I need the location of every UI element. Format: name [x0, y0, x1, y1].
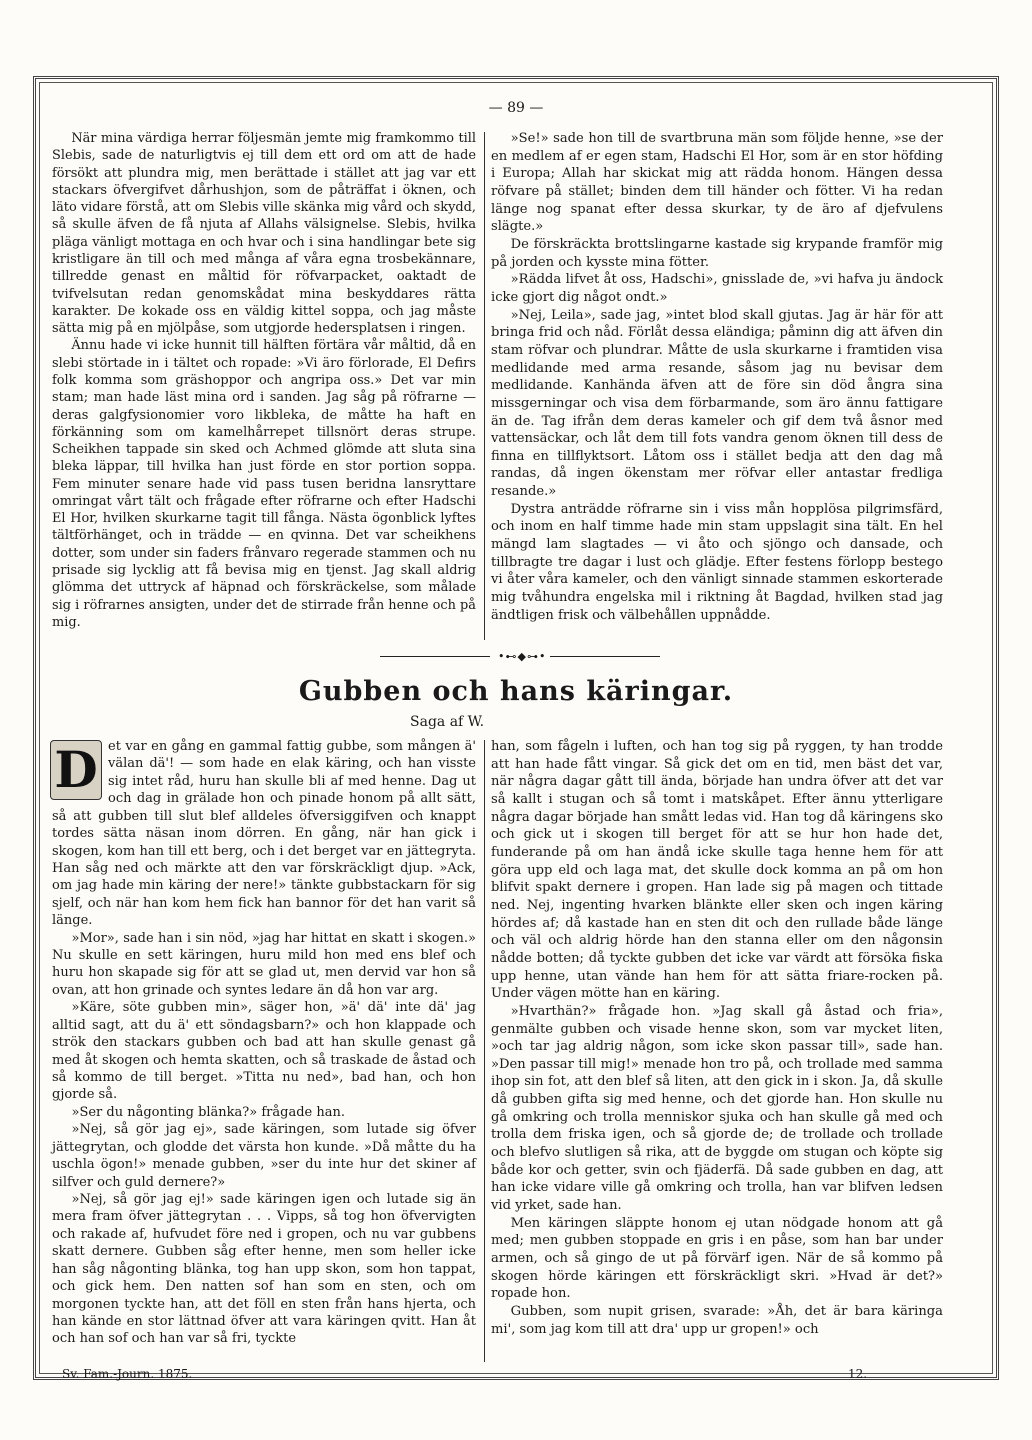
paragraph: »Rädda lifvet åt oss, Hadschi», gnisslade de, »vi hafva ju ändock icke gjort dig något ondt.»	[491, 272, 943, 305]
paragraph: »Hvarthän?» frågade hon. »Jag skall gå åstad och fria», genmälte gubben och visade henne skon, som var mycket liten, »och tar jag aldrig någon, som icke skon passar till», sade han. »Den passar till mig!» menade hon tro på, och trollade med samma ihop sin fot, att den blef så liten, att den gick in i skon. Ja, då skulle då gubben gifta sig med henne, och det gjorde han. Hon skulle nu gå omkring och trolla menniskor sjuka och han skulle gå med och trolla dem friska igen, och så gjorde de; de trollade och trollade och blefvo slutligen så rika, att de byggde om stugan och köpte sig både kor och getter, svin och fjäderfä. Då sade gubben en dag, att han icke vidare ville gå omkring och trolla, han var blifven ledsen vid yrket, sade han.	[491, 1003, 943, 1214]
divider-ornament: •⊷◆⊶•	[498, 650, 547, 663]
footer-signature: 12.	[848, 1367, 868, 1381]
page-number: — 89 —	[488, 100, 544, 116]
divider-line-left	[380, 656, 490, 657]
paragraph: Gubben, som nupit grisen, svarade: »Åh, det är bara käringa mi', som jag kom till att dra' upp ur gropen!» och	[491, 1304, 943, 1337]
paragraph: När mina värdiga herrar följesmän jemte mig framkommo till Slebis, sade de naturligtvis ej till dem ett ord om att de hade försökt att plundra mig, men berättade i stället att jag var ett stackars öfvergifvet dårhushjon, som de påträffat i öknen, och läto vidare förstå, att om Slebis ville skänka mig vård och skydd, så skulle äfven de få njuta af Allahs välsignelse. Slebis, hvilka pläga vänligt mottaga en och hvar och i sina handlingar bete sig kristligare än till och med många af våra egna trosbekännare, tillredde genast en måltid för röfvarpacket, oaktadt de tvifvelsutan redan genomskådat mina beskyddares rätta karakter. De kokade oss en väldig kittel soppa, och jag måste sätta mig på en mjölpåse, som utgjorde hedersplatsen i ringen.	[52, 131, 476, 337]
column-rule	[484, 740, 485, 1362]
article-column-top-right	[491, 130, 943, 624]
paragraph: Ännu hade vi icke hunnit till hälften förtära vår måltid, då en slebi störtade in i tältet och ropade: »Vi äro förlorade, El Defirs folk komma som gräshoppor och angripa oss.» Det var min stam; man hade läst mina ord i sanden. Jag såg på röfrarne — deras galgfysionomier voro likbleka, de måtte ha haft en förkänning som om kamelhårrepet tillsnört deras strupe. Scheikhen tappade sin sked och Achmed glömde att sluta sina bleka läppar, till hvilka han just förde en stor portion soppa. Fem minuter senare hade vid pass tusen beridna lansryttare omringat vårt tält och frågade efter röfrarne och efter Hadschi El Hor, hvilken skurkarne tagit till fånga. Nästa ögonblick lyftes tältförhänget, och in trädde — en qvinna. Det var scheikhens dotter, som under sin faders frånvaro regerade stammen och nu prisade sig lycklig att få bevisa mig en tjenst. Jag skall aldrig glömma det uttryck af häpnad och förskräckelse, som målade sig i röfrarnes ansigten, under det de stirrade från henne och på mig.	[52, 338, 476, 630]
story-byline: Saga af W.	[410, 714, 485, 730]
paragraph: »Nej, så gör jag ej!» sade käringen igen och lutade sig än mera fram öfver jättegrytan . . . Vipps, så tog hon öfvervigten och rakade af, hufvudet före ned i gropen, och nu var gubbens skatt dernere. Gubben såg efter henne, men som heller icke han såg någonting blänka, tog han upp skon, som hon tappat, och gick hem. Den natten sof han som en sten, och om morgonen tyckte han, att det föll en sten från hans hjerta, och han kände en stor lättnad öfver att vara käringen qvitt. Han åt och han sof och han var så fri, tyckte	[52, 1191, 476, 1347]
paragraph: Dystra anträdde röfrarne sin i viss mån hopplösa pilgrimsfärd, och inom en half timme hade min stam uppslagit sina tält. En hel mängd lam slagtades — vi åto och sjöngo och dansade, och tillbragte tre dagar i lust och glädje. Efter festens förlopp bestego vi åter våra kameler, och den vänligt sinnade stammen eskorterade mig tvåhundra engelska mil i riktning åt Bagdad, hvilken stad jag ändtligen frisk och välbehållen uppnådde.	[491, 501, 943, 623]
paragraph: Men käringen släppte honom ej utan nödgade honom att gå med; men gubben stoppade en gris i en påse, som han bar under armen, och så gingo de ut på förvärf igen. När de så kommo på skogen hörde käringen ett förskräckligt skri. »Hvad är det?» ropade hon.	[491, 1215, 943, 1302]
paragraph: »Mor», sade han i sin nöd, »jag har hittat en skatt i skogen.» Nu skulle en sett käringen, huru mild hon med ens blef och huru hon skapade sig för att se glad ut, men dervid var hon så ovan, att hon grinade och syntes ledare än då hon var arg.	[52, 930, 476, 998]
story-column-left	[52, 738, 476, 1348]
paragraph: »Ser du någonting blänka?» frågade han.	[71, 1104, 345, 1120]
paragraph: »Nej, Leila», sade jag, »intet blod skall gjutas. Jag är här för att bringa frid och nåd. Förlåt dessa eländiga; påminn dig att äfven din stam röfvar och plundrar. Måtte de usla skurkarne i framtiden visa medlidande med arma resande, såsom jag nu bevisar dem medlidande. Kanhända äfven att de före sin död ångra sina missgerningar och visa dem förbarmande, som äro ännu fattigare än de. Tag ifrån dem deras kameler och gif dem två åsnor med vattensäckar, och låt dem till fots vandra genom öknen till dess de finna en tillflyktsort. Låtom oss i stället bedja att den dag må randas, då ingen ökenstam mer röfvar eller antastar fredliga resande.»	[491, 307, 943, 500]
column-rule	[484, 132, 485, 640]
decorated-initial	[50, 740, 102, 800]
section-divider	[370, 650, 670, 664]
article-column-top-left	[52, 130, 476, 631]
paragraph: »Nej, så gör jag ej», sade käringen, som lutade sig öfver jättegrytan, och glodde det värsta hon kunde. »Då måtte du ha uschla ögon!» menade gubben, »ser du inte hur det skiner af silfver och guld dernere?»	[52, 1122, 476, 1190]
paragraph: »Se!» sade hon till de svartbruna män som följde henne, »se der en medlem af er egen stam, Hadschi El Hor, som är en stor höfding i Europa; Allah har skickat mig att rädda honom. Hängen dessa röfvare på stället; binden dem till händer och fötter. Vi ha redan länge nog spanat efter dessa skurkar, ty de äro af djefvulens slägte.»	[491, 131, 943, 235]
story-opening-paragraph	[52, 738, 476, 930]
initial-letter: D	[54, 740, 98, 799]
divider-line-right	[550, 656, 660, 657]
story-column-right	[491, 738, 943, 1338]
opening-text: et var en gång en gammal fattig gubbe, som mången ä' välan dä'! — som hade en elak käring, och han visste sig intet råd, huru han skulle bli af med henne. Dag ut och dag in grälade hon och pinade honom på allt sätt, så att gubben till slut blef alldeles öfversiggifven och knappt tordes sätta näsan inom dörren. En gång, när han gick i skogen, kom han till ett berg, och i det berget var en jättegryta. Han såg ned och märkte att den var förskräckligt djup. »Ack, om jag hade min käring der nere!» tänkte gubbstackarn för sig sjelf, och när han kom hem fick han bannor för det han varit så länge.	[52, 739, 476, 929]
footer-journal: Sv. Fam.-Journ. 1875.	[62, 1367, 193, 1381]
paragraph: han, som fågeln i luften, och han tog sig på ryggen, ty han trodde att han hade fått vingar. Så gick det om en tid, men bäst det var, när några dagar gått till ända, började han undra öfver att det var så kallt i stugan och så tomt i matskåpet. Efter ännu ytterligare några dagar började han smått ledas vid. Han tog då käringens sko och gick ut i skogen till berget för att se hur hon hade det, funderande på om han ändå icke skulle taga henne hem för att göra upp eld och laga mat, det skulle dock komma an på om hon blifvit spakt dernere i gropen. Han lade sig på magen och tittade ned. Nej, ingenting hvarken blänkte eller sken och ingen käring hördes af; då kastade han en sten dit och den rullade både länge och väl och aldrig hörde han den stanna eller om den någonsin nådde botten; då tyckte gubben det icke var värdt att försöka fiska upp henne, utan vände han hem för att sätta friare-rocken på. Under vägen mötte han en käring.	[491, 739, 943, 1002]
paragraph: »Käre, söte gubben min», säger hon, »ä' dä' inte dä' jag alltid sagt, att du ä' ett söndagsbarn?» och hon klappade och strök den stackars gubben och bad att han skulle genast gå med åt skogen och hemta skatten, och så traskade de åstad och så kommo de till berget. »Titta nu ned», bad han, och hon gjorde så.	[52, 1000, 476, 1103]
story-title: Gubben och hans käringar.	[298, 676, 734, 707]
paragraph: De förskräckta brottslingarne kastade sig krypande framför mig på jorden och kysste mina fötter.	[491, 236, 943, 270]
